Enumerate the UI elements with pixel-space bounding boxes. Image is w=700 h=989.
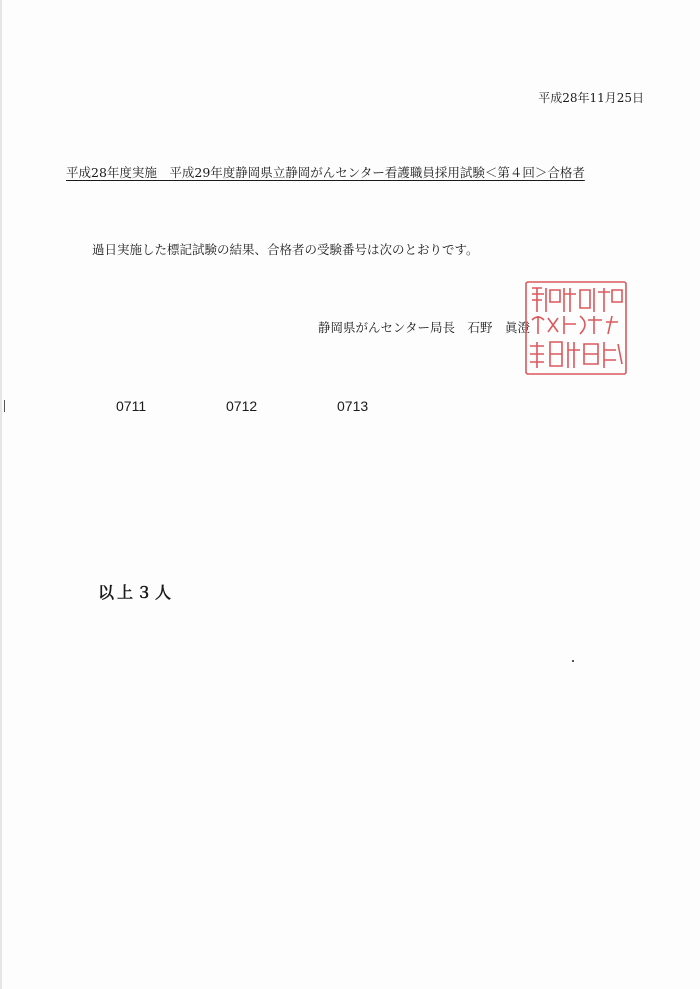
total-count: 以上３人 [98,583,175,602]
document-date: 平成28年11月25日 [538,91,644,105]
body-text: 過日実施した標記試験の結果、合格者の受験番号は次のとおりです。 [92,242,479,257]
official-seal-stamp [524,280,628,376]
passing-number: 0713 [337,398,369,414]
passing-number: 0712 [226,398,258,414]
scan-speck [572,660,574,662]
passing-numbers-list [116,398,476,420]
document-title: 平成28年度実施 平成29年度静岡県立静岡がんセンター看護職員採用試験＜第４回＞合格者 [66,165,585,180]
signatory: 静岡県がんセンター局長 石野 眞澄 [318,320,531,335]
scan-mark [4,400,5,412]
passing-number: 0711 [116,398,147,414]
page-edge [0,0,2,989]
